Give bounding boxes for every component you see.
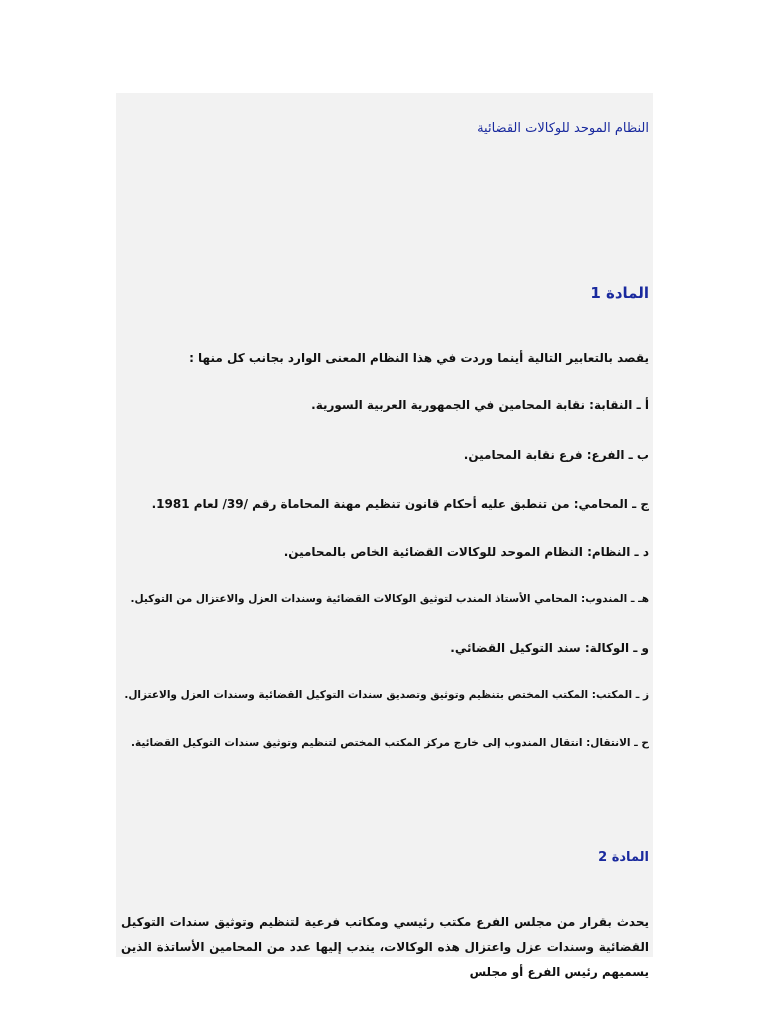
definition-item-g: ز ـ المكتب: المكتب المختص بتنظيم وتوثيق وتصديق سندات التوكيل القضائية وسندات العزل والاعتزال. bbox=[124, 689, 649, 701]
definition-item-e: هـ ـ المندوب: المحامي الأستاذ المندب لتوثيق الوكالات القضائية وسندات العزل والاعتزال من التوكيل. bbox=[130, 593, 649, 605]
definition-item-a: أ ـ النقابة: نقابة المحامين في الجمهورية العربية السورية. bbox=[311, 398, 649, 412]
article-1-heading: المادة 1 bbox=[590, 284, 649, 302]
document-page bbox=[116, 93, 653, 979]
definition-item-b: ب ـ الفرع: فرع نقابة المحامين. bbox=[463, 448, 649, 462]
article-1-intro: يقصد بالتعابير التالية أينما وردت في هذا النظام المعنى الوارد بجانب كل منها : bbox=[189, 351, 649, 365]
definition-item-c: ج ـ المحامي: من تنطبق عليه أحكام قانون تنظيم مهنة المحاماة رقم /39/ لعام 1981. bbox=[151, 497, 649, 511]
article-2-text: يحدث بقرار من مجلس الفرع مكتب رئيسي ومكاتب فرعية لتنظيم وتوثيق سندات التوكيل القضائية وسندات عزل واعتزال هذه الوكالات، يندب إليها عدد من المحامين الأساتذة الذين يسميهم رئيس الفرع أو مجلس bbox=[121, 915, 649, 979]
document-title: النظام الموحد للوكالات القضائية bbox=[477, 121, 649, 136]
definition-item-d: د ـ النظام: النظام الموحد للوكالات القضائية الخاص بالمحامين. bbox=[283, 545, 649, 559]
definition-item-h: ح ـ الانتقال: انتقال المندوب إلى خارج مركز المكتب المختص لتنظيم وتوثيق سندات التوكيل القضائية. bbox=[130, 737, 649, 749]
article-2-heading: المادة 2 bbox=[598, 850, 649, 865]
definition-item-f: و ـ الوكالة: سند التوكيل القضائي. bbox=[450, 641, 649, 655]
